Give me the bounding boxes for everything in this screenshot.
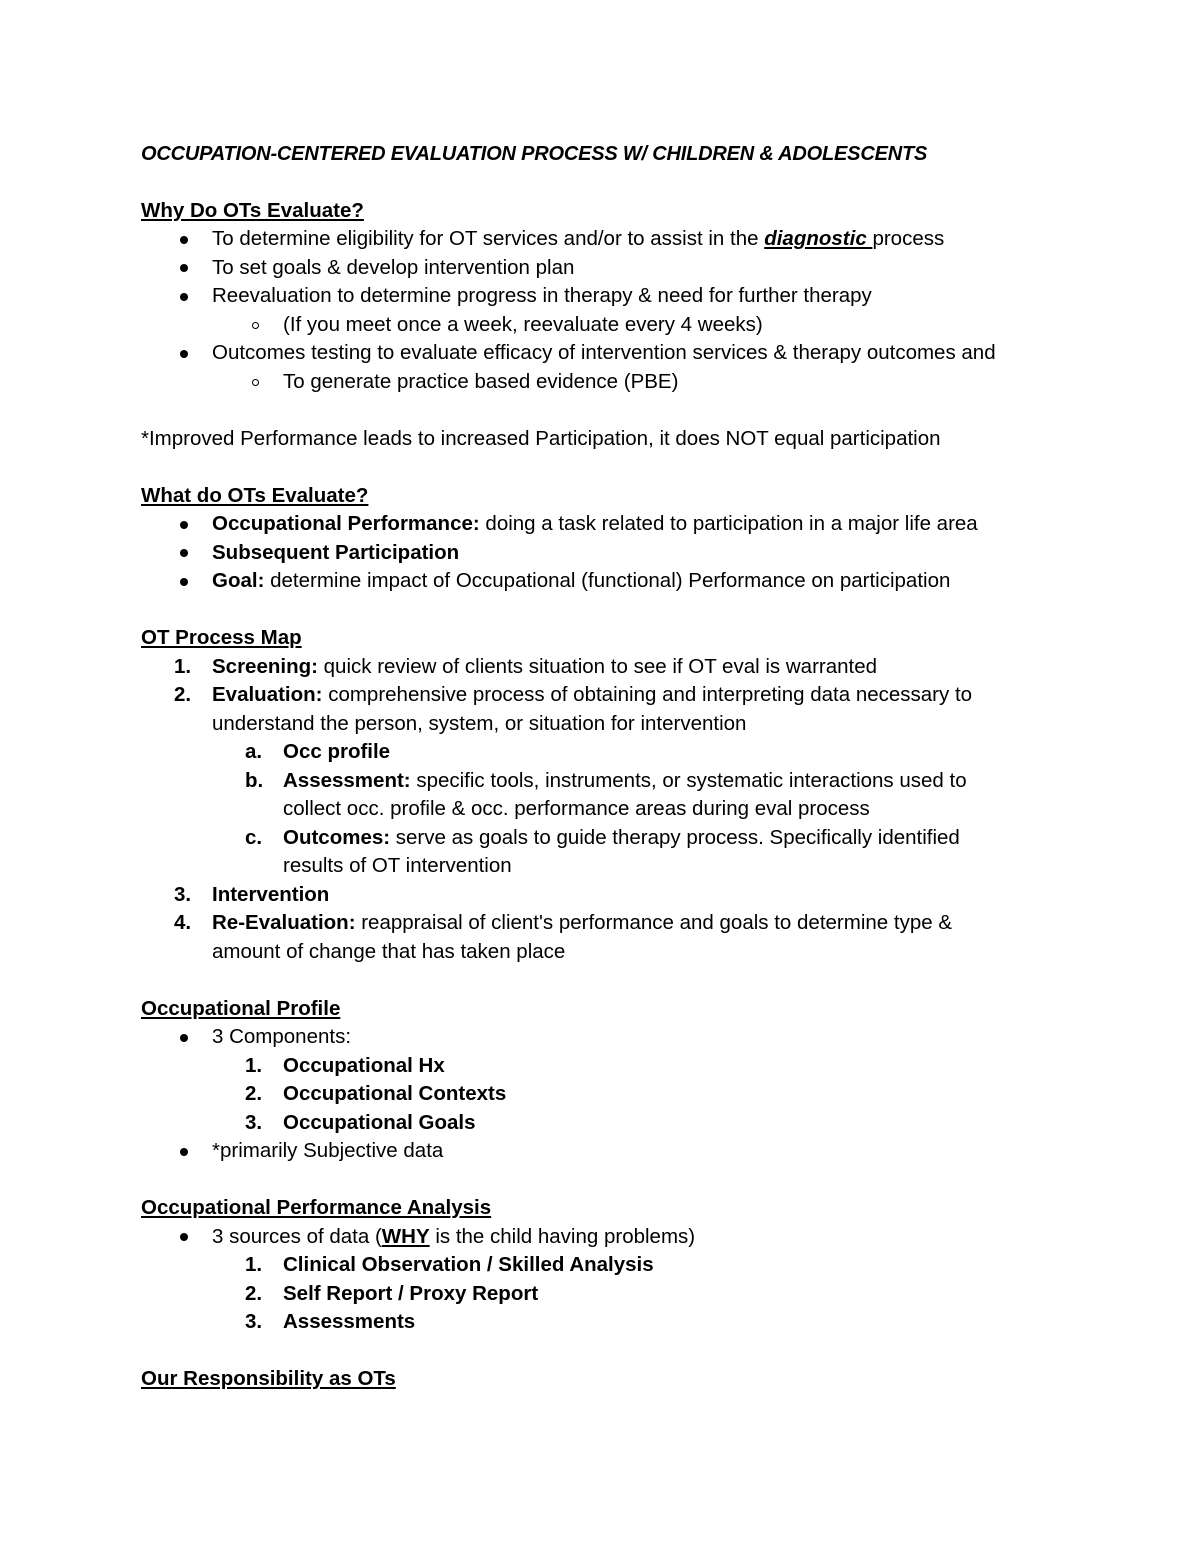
note-text: *Improved Performance leads to increased Participation, it does NOT equal participation [141, 426, 941, 450]
section-heading-profile: Occupational Profile [141, 996, 341, 1020]
list-item: 3 Components: [141, 1023, 1101, 1052]
numbered-item: 2. Self Report / Proxy Report [245, 1281, 539, 1305]
bullet-icon [174, 539, 194, 568]
list-item: Occupational Performance: doing a task related to participation in a major life area [141, 510, 1101, 539]
list-item: 3 sources of data (WHY is the child having problems) [141, 1223, 1101, 1252]
lettered-item: c. Outcomes: serve as goals to guide therapy process. Specifically identified [245, 825, 960, 849]
numbered-item-continued: amount of change that has taken place [212, 939, 566, 963]
bullet-icon [174, 254, 194, 283]
sub-list-item: To generate practice based evidence (PBE) [141, 368, 1101, 397]
bullet-icon [174, 282, 194, 311]
list-item: Subsequent Participation [141, 539, 1101, 568]
numbered-item: 1. Occupational Hx [245, 1053, 445, 1077]
section-heading-why: Why Do OTs Evaluate? [141, 198, 364, 222]
circle-bullet-icon [245, 311, 265, 340]
numbered-item: 2. Occupational Contexts [245, 1082, 507, 1105]
bullet-icon [174, 1223, 194, 1252]
section-heading-what: What do OTs Evaluate? [141, 483, 369, 507]
section-heading-responsibility: Our Responsibility as OTs [141, 1367, 396, 1390]
lettered-item: a. Occ profile [245, 740, 391, 763]
numbered-item: 4. Re-Evaluation: reappraisal of client's performance and goals to determine type & [174, 911, 952, 934]
sub-list-item: (If you meet once a week, reevaluate every 4 weeks) [141, 311, 1101, 340]
section-heading-process: OT Process Map [141, 626, 302, 649]
circle-bullet-icon [245, 368, 265, 397]
section-heading-analysis: Occupational Performance Analysis [141, 1196, 492, 1219]
numbered-item: 2. Evaluation: comprehensive process of obtaining and interpreting data necessary to [174, 683, 973, 706]
lettered-item: b. Assessment: specific tools, instruments, or systematic interactions used to [245, 768, 967, 792]
numbered-item: 3. Assessments [245, 1310, 416, 1333]
document-page [141, 140, 1101, 1394]
bullet-icon [174, 567, 194, 596]
bullet-icon [174, 225, 194, 254]
lettered-item-continued: results of OT intervention [283, 854, 512, 877]
emphasis-text: diagnostic [764, 227, 873, 250]
lettered-item-continued: collect occ. profile & occ. performance areas during eval process [283, 797, 870, 820]
numbered-item: 3. Occupational Goals [245, 1110, 476, 1134]
bullet-icon [174, 1023, 194, 1052]
list-item: Reevaluation to determine progress in therapy & need for further therapy [141, 282, 1101, 311]
numbered-item-continued: understand the person, system, or situation for intervention [212, 711, 747, 735]
list-item: *primarily Subjective data [141, 1137, 1101, 1166]
numbered-item: 1. Screening: quick review of clients situation to see if OT eval is warranted [174, 654, 878, 678]
emphasis-text: WHY [381, 1224, 430, 1248]
list-item: Outcomes testing to evaluate efficacy of intervention services & therapy outcomes and [141, 339, 1101, 368]
numbered-item: 1. Clinical Observation / Skilled Analysis [245, 1253, 654, 1276]
list-item: To determine eligibility for OT services and/or to assist in the diagnostic process [141, 225, 1101, 254]
bullet-icon [174, 510, 194, 539]
list-item: To set goals & develop intervention plan [141, 254, 1101, 283]
document-title: OCCUPATION-CENTERED EVALUATION PROCESS W/ CHILDREN & ADOLESCENTS [141, 143, 928, 165]
bullet-icon [174, 1137, 194, 1166]
numbered-item: 3. Intervention [174, 882, 330, 906]
bullet-icon [174, 339, 194, 368]
list-item: Goal: determine impact of Occupational (functional) Performance on participation [141, 567, 1101, 596]
